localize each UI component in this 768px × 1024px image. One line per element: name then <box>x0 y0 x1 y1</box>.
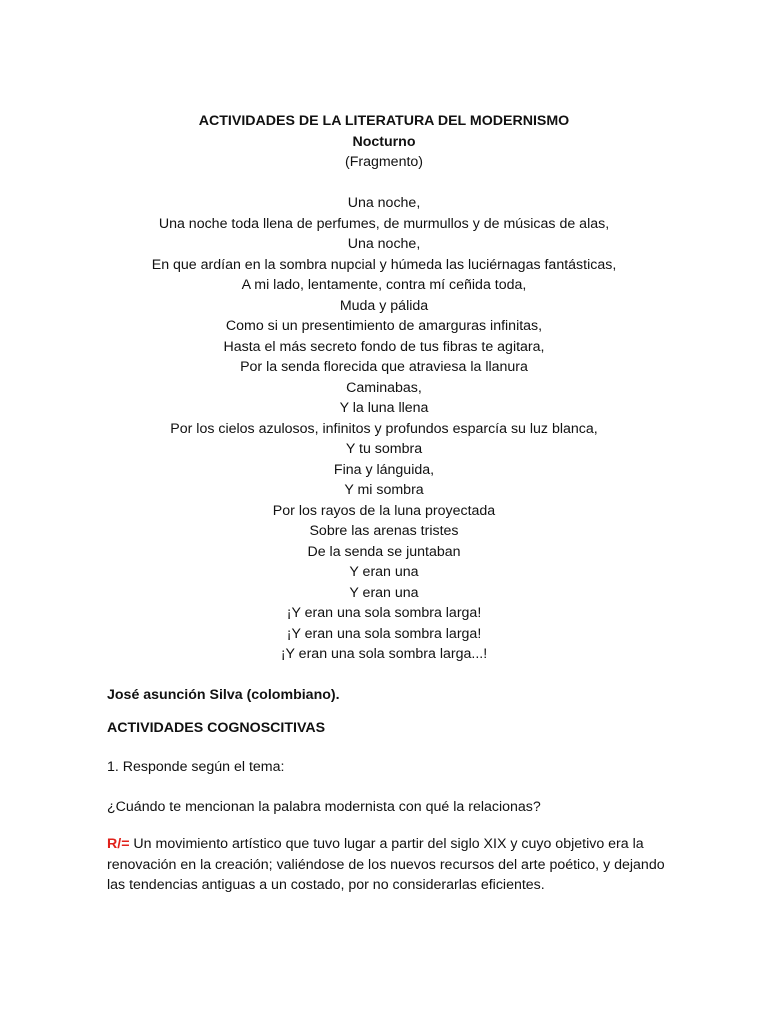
poem-line: Por los cielos azulosos, infinitos y profundos esparcía su luz blanca, <box>170 420 598 437</box>
poem-line: Sobre las arenas tristes <box>309 523 459 539</box>
poem-line: Una noche, <box>347 195 421 211</box>
poem-line: ¡Y eran una sola sombra larga! <box>286 605 482 621</box>
answer-text: Un movimiento artístico que tuvo lugar a partir del siglo XIX y cuyo objetivo era la renovación en la creación; valiéndose de los nuevos recursos del arte poético, y dejando las tendencias antiguas a un costado, por no considerarlas eficientes. <box>107 836 665 893</box>
poem-line: Y la luna llena <box>339 400 429 416</box>
poem-title: Nocturno <box>352 133 416 150</box>
answer-paragraph <box>107 834 667 896</box>
instruction-text: 1. Responde según el tema: <box>107 759 285 775</box>
poem-line: En que ardían en la sombra nupcial y húmeda las luciérnagas fantásticas, <box>151 256 617 273</box>
poem-line: Por la senda florecida que atraviesa la llanura <box>240 359 528 375</box>
poem-line: ¡Y eran una sola sombra larga! <box>286 625 482 642</box>
section-heading: ACTIVIDADES COGNOSCITIVAS <box>107 720 326 736</box>
poem-body <box>0 193 768 665</box>
poem-line: Una noche toda llena de perfumes, de murmullos y de músicas de alas, <box>158 215 610 232</box>
poem-line: De la senda se juntaban <box>307 543 461 560</box>
poem-line: Y tu sombra <box>345 441 423 457</box>
poem-line: Como si un presentimiento de amarguras infinitas, <box>225 318 543 334</box>
poem-line: Y mi sombra <box>344 482 424 498</box>
answer-label: R/= <box>107 836 130 852</box>
poem-line: Y eran una <box>349 564 419 580</box>
poem-line: Caminabas, <box>346 379 422 396</box>
poem-line: A mi lado, lentamente, contra mí ceñida toda, <box>241 277 527 293</box>
poem-subtitle: (Fragmento) <box>344 154 424 170</box>
question-text: ¿Cuándo te mencionan la palabra modernista con qué la relacionas? <box>107 799 541 815</box>
poem-line: Una noche, <box>347 236 421 252</box>
poem-line: Por los rayos de la luna proyectada <box>272 502 496 519</box>
document-title: ACTIVIDADES DE LA LITERATURA DEL MODERNISMO <box>198 113 570 129</box>
poem-line: Y eran una <box>349 584 419 601</box>
poem-line: Muda y pálida <box>339 297 429 314</box>
poem-author: José asunción Silva (colombiano). <box>107 687 340 703</box>
poem-line: ¡Y eran una sola sombra larga...! <box>280 646 488 662</box>
poem-line: Fina y lánguida, <box>333 461 435 478</box>
poem-line: Hasta el más secreto fondo de tus fibras te agitara, <box>223 338 545 355</box>
